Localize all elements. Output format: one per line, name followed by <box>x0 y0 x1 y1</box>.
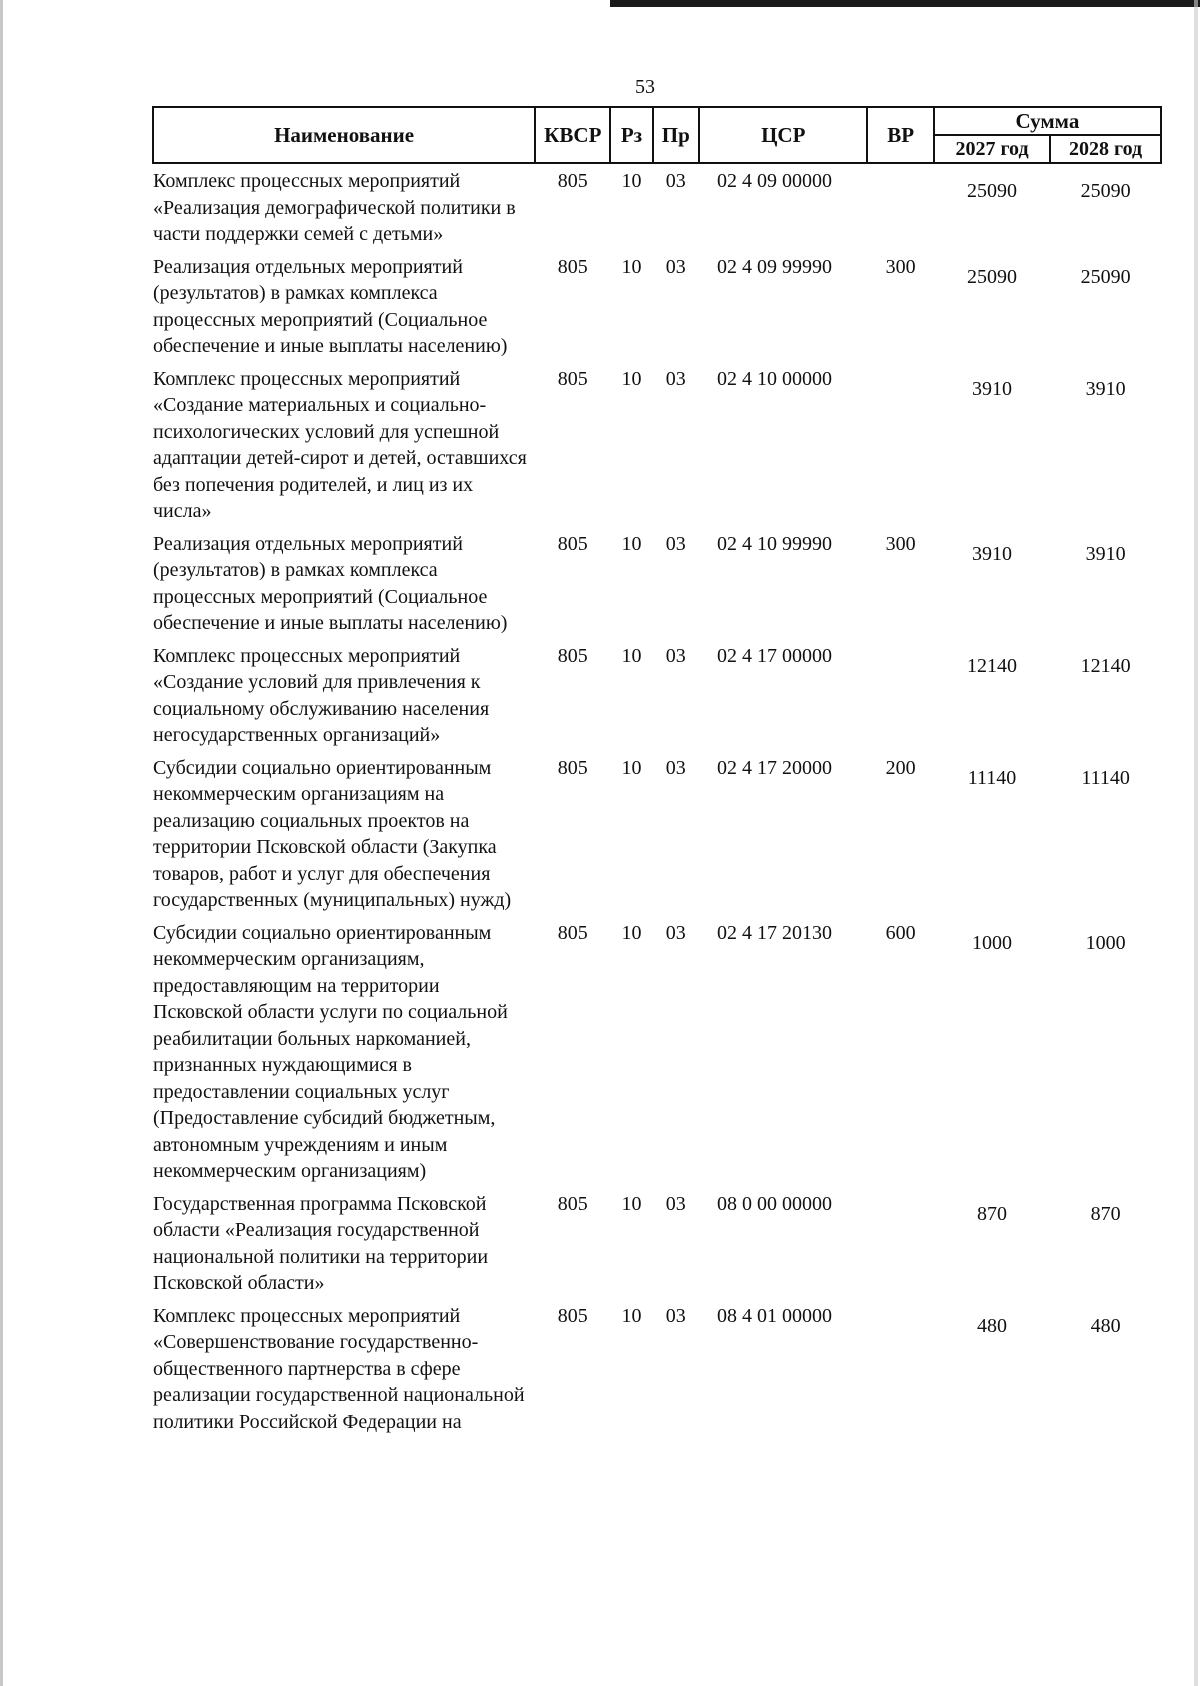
row-sum-2027: 25090 <box>967 180 1017 202</box>
row-pr: 03 <box>665 532 686 555</box>
row-sum-2028: 12140 <box>1080 654 1131 677</box>
header-vr: ВР <box>867 107 933 163</box>
row-csr: 02 4 17 00000 <box>717 644 833 667</box>
row-csr: 02 4 09 99990 <box>717 255 833 278</box>
row-csr: 02 4 10 00000 <box>717 367 833 390</box>
page-number: 53 <box>635 76 655 98</box>
header-rz: Рз <box>610 107 652 163</box>
row-csr: 08 4 01 00000 <box>717 1304 833 1327</box>
row-name: Государственная программа Псковской области «Реализация государственной национальной политики на территории Псковской области» <box>153 1192 489 1294</box>
row-csr: 02 4 17 20130 <box>717 921 833 944</box>
row-sum-2028: 870 <box>1090 1202 1121 1225</box>
row-kvsr: 805 <box>557 756 588 779</box>
budget-table <box>152 106 1162 1437</box>
header-year-2028: 2028 год <box>1050 135 1161 163</box>
row-sum-2028: 1000 <box>1085 931 1126 954</box>
row-pr: 03 <box>665 367 686 390</box>
row-vr <box>867 362 933 527</box>
row-name: Субсидии социально ориентированным некоммерческим организациям, предоставляющим на территории Псковской области услуги по социальной реабилитации больных наркоманией, признанных нуждающимися в предоставлении социальных услуг (Предоставление субсидий бюджетным, автономным учреждениям и иным некоммерческим организациям) <box>153 921 508 1182</box>
row-sum-2027: 3910 <box>972 542 1012 565</box>
table-row <box>153 163 1161 250</box>
table-row <box>153 1299 1161 1438</box>
table-row <box>153 1187 1161 1299</box>
header-year-2027: 2027 год <box>934 135 1050 163</box>
row-name: Комплекс процессных мероприятий «Создание материальных и социально-психологических условий для успешной адаптации детей-сирот и детей, оставшихся без попечения родителей, и лиц из их числа» <box>153 367 527 522</box>
table-row <box>153 751 1161 916</box>
row-vr: 200 <box>885 756 916 779</box>
row-rz: 10 <box>621 756 642 779</box>
row-sum-2028: 480 <box>1090 1314 1121 1337</box>
row-sum-2028: 3910 <box>1085 377 1126 400</box>
scan-edge-right <box>1194 0 1198 1686</box>
table-header <box>153 107 1161 163</box>
row-rz: 10 <box>621 1304 642 1327</box>
row-name: Реализация отдельных мероприятий (результатов) в рамках комплекса процессных мероприятий (Социальное обеспечение и иные выплаты населению) <box>153 255 508 357</box>
row-sum-2028: 11140 <box>1081 766 1130 789</box>
row-vr <box>867 639 933 751</box>
row-kvsr: 805 <box>557 1304 588 1327</box>
table-row <box>153 250 1161 362</box>
row-rz: 10 <box>621 367 642 390</box>
header-kvsr: КВСР <box>535 107 610 163</box>
header-name: Наименование <box>153 107 535 163</box>
row-vr: 300 <box>885 532 916 555</box>
row-csr: 08 0 00 00000 <box>717 1192 833 1215</box>
table-body <box>153 163 1161 1437</box>
row-vr: 600 <box>885 921 916 944</box>
row-name: Реализация отдельных мероприятий (результатов) в рамках комплекса процессных мероприятий (Социальное обеспечение и иные выплаты населению) <box>153 532 508 634</box>
row-vr: 300 <box>885 255 916 278</box>
row-rz: 10 <box>621 255 642 278</box>
header-pr: Пр <box>653 107 700 163</box>
row-name: Комплекс процессных мероприятий «Создание условий для привлечения к социальному обслуживанию населения негосударственных организаций» <box>153 644 490 746</box>
row-kvsr: 805 <box>557 532 588 555</box>
row-name: Субсидии социально ориентированным некоммерческим организациям на реализацию социальных проектов на территории Псковской области (Закупка товаров, работ и услуг для обеспечения государственных (муниципальных) нужд) <box>153 756 512 911</box>
row-rz: 10 <box>621 644 642 667</box>
row-kvsr: 805 <box>557 255 588 278</box>
scan-edge-top <box>610 0 1200 7</box>
row-vr <box>867 1187 933 1299</box>
row-name: Комплекс процессных мероприятий «Реализация демографической политики в части поддержки семей с детьми» <box>153 170 516 245</box>
header-sum: Сумма <box>934 107 1161 135</box>
row-kvsr: 805 <box>557 1192 588 1215</box>
row-name: Комплекс процессных мероприятий «Совершенствование государственно-общественного партнерства в сфере реализации государственной национальной политики Российской Федерации на <box>153 1304 525 1433</box>
row-pr: 03 <box>665 756 686 779</box>
row-csr: 02 4 09 00000 <box>717 170 833 192</box>
row-kvsr: 805 <box>557 921 588 944</box>
row-sum-2028: 3910 <box>1085 542 1126 565</box>
row-pr: 03 <box>665 170 686 192</box>
table-row <box>153 527 1161 639</box>
row-sum-2028: 25090 <box>1080 180 1131 202</box>
row-csr: 02 4 10 99990 <box>717 532 833 555</box>
row-rz: 10 <box>621 170 642 192</box>
row-sum-2027: 25090 <box>967 265 1017 288</box>
row-pr: 03 <box>665 1192 686 1215</box>
row-rz: 10 <box>621 921 642 944</box>
row-pr: 03 <box>665 921 686 944</box>
row-kvsr: 805 <box>557 170 588 192</box>
row-vr <box>867 163 933 250</box>
row-pr: 03 <box>665 644 686 667</box>
row-pr: 03 <box>665 255 686 278</box>
row-csr: 02 4 17 20000 <box>717 756 833 779</box>
row-sum-2027: 11140 <box>967 766 1017 789</box>
row-sum-2027: 870 <box>977 1202 1007 1225</box>
table-row <box>153 916 1161 1187</box>
header-csr: ЦСР <box>699 107 867 163</box>
row-kvsr: 805 <box>557 367 588 390</box>
row-sum-2027: 12140 <box>967 654 1017 677</box>
row-sum-2027: 1000 <box>972 931 1012 954</box>
table-row <box>153 639 1161 751</box>
row-rz: 10 <box>621 1192 642 1215</box>
table-row <box>153 362 1161 527</box>
row-sum-2027: 3910 <box>972 377 1012 400</box>
row-pr: 03 <box>665 1304 686 1327</box>
row-rz: 10 <box>621 532 642 555</box>
row-kvsr: 805 <box>557 644 588 667</box>
row-sum-2028: 25090 <box>1080 265 1131 288</box>
scan-edge-left <box>0 0 3 1686</box>
row-vr <box>867 1299 933 1438</box>
row-sum-2027: 480 <box>977 1314 1007 1337</box>
